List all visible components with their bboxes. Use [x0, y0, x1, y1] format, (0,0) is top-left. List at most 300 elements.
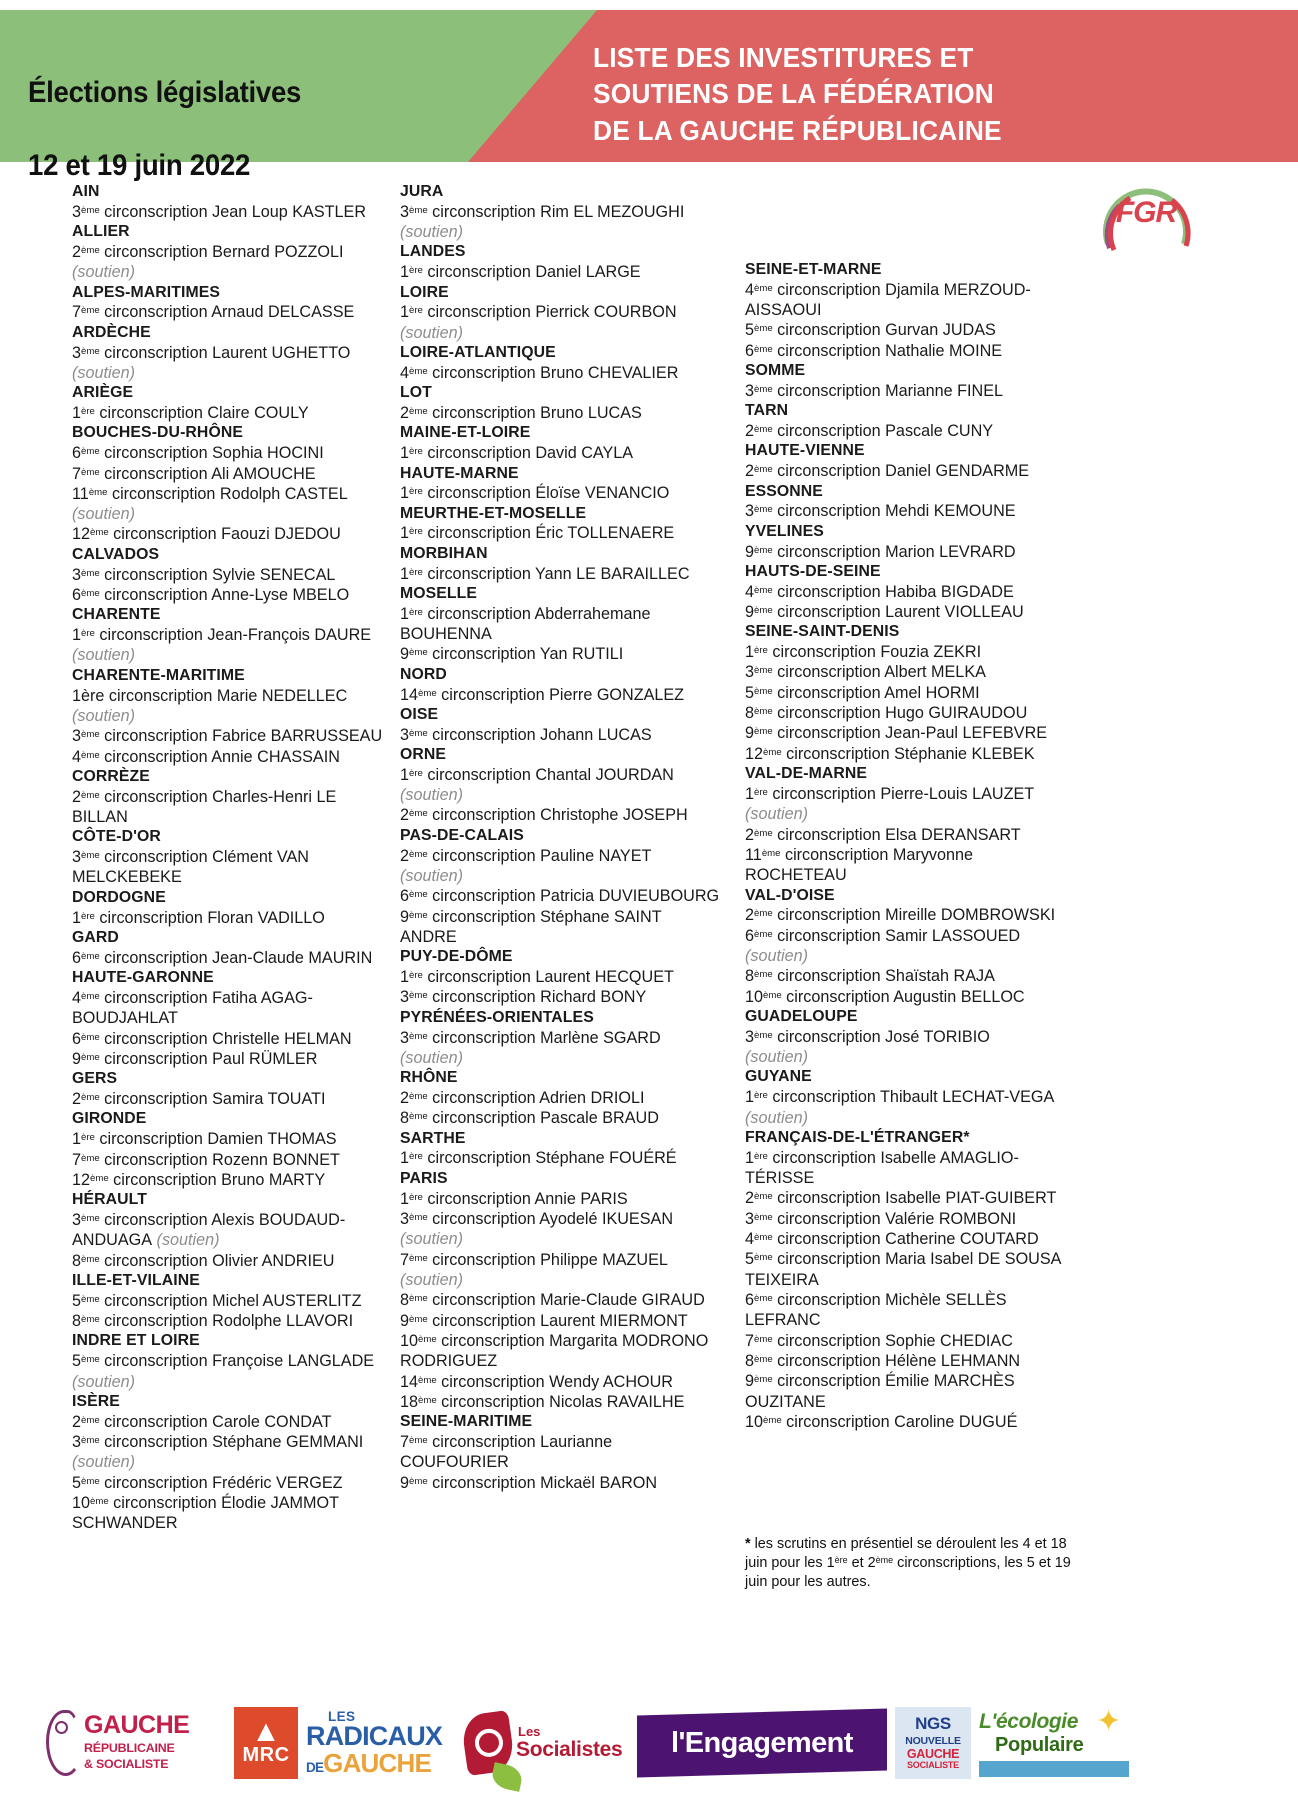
- candidate-entry: [72, 1129, 392, 1149]
- ordinal-suffix: ème: [754, 1252, 773, 1264]
- department-name: LOT: [400, 384, 432, 402]
- candidate-text: circonscription Thibault LECHAT-VEGA: [767, 1088, 1055, 1107]
- ordinal-suffix: ème: [409, 1475, 428, 1487]
- candidate-text: circonscription Carole CONDAT: [99, 1412, 332, 1431]
- department-name: PUY-DE-DÔME: [400, 948, 513, 966]
- ordinal-suffix: ème: [81, 1152, 100, 1164]
- circonscription-number: 7: [400, 1433, 410, 1452]
- circonscription-number: 10: [400, 1331, 419, 1350]
- department-name: HÉRAULT: [72, 1191, 147, 1209]
- candidate-text: circonscription Fatiha AGAG-BOUDJAHLAT: [72, 988, 313, 1028]
- candidate-entry: [745, 744, 1075, 764]
- candidate-text: circonscription Alexis BOUDAUD-ANDUAGA: [72, 1210, 346, 1250]
- department-name: HAUTE-VIENNE: [745, 442, 865, 460]
- footnote-text-1: les scrutins en présentiel se déroulent les 4 et 18 juin pour les 1: [745, 1536, 1067, 1572]
- logo-gauche-republicaine-socialiste: [46, 1707, 226, 1779]
- circonscription-number: 2: [72, 1090, 82, 1109]
- circonscription-number: 9: [72, 1049, 82, 1068]
- candidate-text: circonscription Hélène LEHMANN: [772, 1352, 1021, 1371]
- circonscription-number: 7: [400, 1250, 410, 1269]
- candidate-entry: [745, 1371, 1075, 1412]
- circonscription-number: 4: [745, 1230, 755, 1249]
- ngs-line1: NOUVELLE: [905, 1735, 961, 1748]
- circonscription-number: 3: [72, 848, 82, 867]
- candidate-entry: [400, 1189, 720, 1209]
- candidate-entry: [72, 1351, 392, 1371]
- circonscription-number: 6: [745, 341, 755, 360]
- candidate-text: circonscription Mickaël BARON: [427, 1473, 658, 1492]
- circonscription-number: 4: [745, 280, 755, 299]
- ordinal-suffix: ème: [81, 1051, 100, 1063]
- department-name: ORNE: [400, 746, 447, 763]
- department-name: GUADELOUPE: [745, 1007, 858, 1025]
- department-name: MOSELLE: [400, 584, 478, 602]
- candidate-entry: [745, 320, 1075, 340]
- ordinal-suffix: ème: [81, 749, 100, 761]
- circonscription-number: 5: [745, 683, 755, 702]
- candidate-text: circonscription Mireille DOMBROWSKI: [772, 906, 1056, 925]
- candidate-entry: [400, 967, 720, 987]
- candidate-entry: [72, 1251, 392, 1271]
- ordinal-suffix: ème: [418, 1374, 437, 1386]
- department-name: LOIRE: [400, 283, 449, 301]
- ordinal-suffix: ème: [754, 464, 773, 476]
- ordinal-suffix: ème: [409, 1252, 428, 1264]
- circonscription-number: 8: [745, 704, 755, 723]
- circonscription-number: 2: [400, 404, 410, 423]
- header-right-line2: SOUTIENS DE LA FÉDÉRATION: [593, 78, 994, 110]
- candidate-text: circonscription Richard BONY: [427, 988, 647, 1007]
- ordinal-suffix: ème: [754, 282, 773, 294]
- candidate-text: circonscription Pierre GONZALEZ: [436, 685, 685, 704]
- ordinal-suffix: ème: [409, 204, 428, 216]
- candidate-text: circonscription José TORIBIO: [772, 1027, 990, 1046]
- candidate-entry: [400, 1372, 720, 1392]
- candidate-text: circonscription Wendy ACHOUR: [436, 1372, 673, 1391]
- candidate-text: circonscription Stéphanie KLEBEK: [781, 744, 1035, 763]
- candidate-text: circonscription Elsa DERANSART: [772, 825, 1021, 844]
- soutien-tag: (soutien): [152, 1231, 220, 1250]
- candidate-entry: [72, 202, 392, 222]
- circonscription-number: 14: [400, 1372, 419, 1391]
- circonscription-number: 8: [72, 1251, 82, 1270]
- grs-line1: GAUCHE: [84, 1711, 190, 1740]
- circonscription-number: 5: [72, 1352, 82, 1371]
- ordinal-suffix: ère: [409, 970, 423, 982]
- candidate-text: circonscription Johann LUCAS: [427, 725, 652, 744]
- department-name: CHARENTE-MARITIME: [72, 666, 245, 684]
- candidate-entry: [72, 484, 392, 504]
- circonscription-number: 8: [72, 1312, 82, 1331]
- ordinal-suffix: ème: [81, 1314, 100, 1326]
- circonscription-number: 11: [745, 845, 762, 864]
- circonscription-number: 2: [400, 846, 410, 865]
- candidate-entry: [745, 683, 1075, 703]
- footnote-ordinal-2: ème: [875, 1555, 894, 1566]
- ordinal-suffix: ème: [409, 909, 428, 921]
- candidate-text: circonscription Caroline DUGUÉ: [781, 1413, 1018, 1431]
- column-1: [72, 182, 392, 1534]
- candidate-text: circonscription Philippe MAZUEL: [427, 1250, 668, 1269]
- leaf-icon: [490, 1762, 524, 1792]
- candidate-entry: [72, 403, 392, 423]
- candidate-entry: [400, 523, 720, 543]
- ordinal-suffix: ème: [409, 990, 428, 1002]
- ordinal-suffix: ème: [409, 365, 428, 377]
- socialistes-les: Les: [518, 1723, 541, 1739]
- candidate-entry: [400, 725, 720, 745]
- circonscription-number: 2: [745, 906, 755, 925]
- ordinal-suffix: ème: [81, 466, 100, 478]
- circonscription-number: 1: [400, 604, 410, 623]
- partner-logos: [0, 1700, 1298, 1786]
- candidate-text: circonscription Isabelle AMAGLIO-TÉRISSE: [745, 1148, 1019, 1188]
- ordinal-suffix: ème: [409, 808, 428, 820]
- ordinal-suffix: ème: [81, 1092, 100, 1103]
- ordinal-suffix: ème: [754, 726, 773, 738]
- department-name: MAINE-ET-LOIRE: [400, 424, 531, 442]
- ordinal-suffix: ème: [409, 647, 428, 659]
- soutien-tag: (soutien): [400, 323, 463, 342]
- header-title-line1: Élections législatives: [28, 75, 302, 109]
- grs-line2: RÉPUBLICAINE: [84, 1741, 175, 1756]
- candidate-entry: [72, 1291, 392, 1311]
- candidate-entry: [400, 262, 720, 282]
- candidate-entry: [745, 501, 1075, 521]
- ordinal-suffix: ème: [81, 446, 100, 458]
- candidate-text: circonscription Christophe JOSEPH: [427, 806, 688, 825]
- department-name: VAL-DE-MARNE: [745, 765, 868, 783]
- candidate-entry: [400, 1473, 720, 1493]
- circonscription-number: 3: [400, 725, 410, 744]
- ordinal-suffix: ème: [754, 504, 773, 516]
- candidate-entry: [72, 625, 392, 645]
- ordinal-suffix: ème: [81, 789, 100, 801]
- candidate-entry: [745, 825, 1075, 845]
- logo-l-ecologie-populaire: [979, 1707, 1134, 1779]
- department-name: PAS-DE-CALAIS: [400, 826, 524, 844]
- candidate-entry: [745, 1188, 1075, 1208]
- circonscription-number: 1: [400, 524, 410, 543]
- candidate-text: circonscription Olivier ANDRIEU: [99, 1251, 335, 1270]
- candidate-text: circonscription Adrien DRIOLI: [427, 1089, 645, 1107]
- candidate-text: circonscription Nathalie MOINE: [772, 341, 1003, 360]
- candidate-text: circonscription Sophia HOCINI: [99, 444, 324, 463]
- candidate-text: circonscription Gurvan JUDAS: [772, 321, 996, 340]
- soutien-tag: (soutien): [745, 1108, 808, 1127]
- ordinal-suffix: ème: [409, 1313, 428, 1325]
- ordinal-suffix: ème: [409, 889, 428, 901]
- page-header: [0, 10, 1298, 182]
- ordinal-suffix: ème: [754, 424, 773, 436]
- ordinal-suffix: ème: [88, 486, 108, 498]
- circonscription-number: 3: [72, 343, 82, 362]
- circonscription-number: 3: [400, 202, 410, 221]
- candidate-entry: [745, 1027, 1075, 1047]
- ordinal-suffix: ème: [754, 665, 773, 677]
- ordinal-suffix: ème: [754, 544, 773, 556]
- circonscription-number: 9: [745, 724, 755, 743]
- circonscription-number: 9: [400, 1311, 410, 1330]
- circonscription-number: 2: [745, 422, 755, 441]
- circonscription-number: 9: [745, 602, 755, 621]
- ordinal-suffix: ème: [754, 1029, 773, 1041]
- candidate-entry: [400, 1108, 720, 1128]
- candidate-entry: [72, 726, 392, 746]
- circonscription-number: 2: [745, 1189, 755, 1208]
- candidate-entry: [400, 1028, 720, 1048]
- candidate-entry: [72, 948, 392, 968]
- candidate-entry: [72, 302, 392, 322]
- candidate-entry: [400, 886, 720, 906]
- torch-icon: ▲: [251, 1714, 281, 1748]
- circonscription-number: 3: [745, 502, 755, 521]
- circonscription-number: 9: [400, 1473, 410, 1492]
- ordinal-suffix: ème: [81, 345, 100, 357]
- department-name: SOMME: [745, 362, 806, 380]
- ordinal-suffix: ème: [754, 1191, 773, 1203]
- department-name: PARIS: [400, 1169, 448, 1187]
- candidate-text: circonscription Sophie CHEDIAC: [772, 1331, 1013, 1350]
- footnote: [745, 1535, 1075, 1592]
- candidate-text: circonscription Margarita MODRONO RODRIGUEZ: [400, 1331, 709, 1371]
- candidate-list: [0, 182, 1298, 1552]
- candidate-text: circonscription Jean-Paul LEFEBVRE: [772, 724, 1048, 743]
- logo-les-radicaux-de-gauche: [306, 1707, 456, 1779]
- candidate-text: circonscription Bruno MARTY: [108, 1170, 326, 1189]
- ordinal-suffix: ème: [81, 1031, 100, 1043]
- circonscription-number: 2: [745, 825, 755, 844]
- candidate-entry: [745, 1331, 1075, 1351]
- ordinal-suffix: ème: [81, 204, 100, 216]
- candidate-text: circonscription Stéphane FOUÉRÉ: [422, 1149, 677, 1168]
- candidate-entry: [72, 1089, 392, 1109]
- ordinal-suffix: ème: [754, 323, 773, 335]
- column-2: [400, 182, 720, 1493]
- candidate-text: circonscription Rodolph CASTEL: [107, 484, 348, 503]
- candidate-entry: [72, 343, 392, 363]
- department-name: LANDES: [400, 243, 466, 261]
- candidate-entry: [745, 642, 1075, 662]
- ordinal-suffix: ère: [409, 446, 423, 458]
- circonscription-number: 3: [745, 381, 755, 400]
- candidate-text: circonscription Djamila MERZOUD-AISSAOUI: [745, 280, 1031, 320]
- candidate-text: circonscription Marion LEVRARD: [772, 542, 1016, 561]
- candidate-entry: [400, 644, 720, 664]
- department-name: ALPES-MARITIMES: [72, 283, 221, 301]
- ngs-line2: GAUCHE: [906, 1746, 960, 1761]
- ordinal-suffix: ème: [81, 950, 100, 962]
- candidate-text: circonscription Marie-Claude GIRAUD: [427, 1291, 705, 1310]
- candidate-text: circonscription Fabrice BARRUSSEAU: [99, 727, 383, 746]
- candidate-text: circonscription Laurianne COUFOURIER: [400, 1433, 613, 1472]
- circonscription-number: 1: [745, 784, 755, 803]
- department-name: ARDÈCHE: [72, 323, 151, 341]
- circonscription-number: 8: [745, 1352, 755, 1371]
- ordinal-suffix: ème: [81, 850, 100, 862]
- circonscription-number: 8: [400, 1291, 410, 1310]
- candidate-text: circonscription Amel HORMI: [772, 683, 980, 702]
- candidate-text: circonscription Daniel GENDARME: [772, 462, 1030, 481]
- candidate-text: circonscription Fouzia ZEKRI: [767, 643, 982, 662]
- candidate-entry: [72, 443, 392, 463]
- candidate-text: circonscription Michel AUSTERLITZ: [99, 1291, 362, 1310]
- circonscription-number: 4: [400, 363, 410, 382]
- soutien-tag: (soutien): [72, 505, 135, 524]
- socialistes-label: Socialistes: [516, 1737, 623, 1761]
- ordinal-suffix: ème: [754, 827, 773, 839]
- candidate-entry: [72, 1049, 392, 1069]
- circonscription-number: 1: [400, 968, 410, 987]
- ordinal-suffix: ème: [763, 746, 782, 758]
- candidate-entry: [400, 403, 720, 423]
- ordinal-suffix: ère: [81, 406, 95, 417]
- soutien-tag: (soutien): [400, 223, 463, 242]
- soutien-tag: (soutien): [745, 947, 808, 965]
- ordinal-suffix: ère: [81, 910, 95, 922]
- department-name: SEINE-MARITIME: [400, 1413, 533, 1431]
- candidate-entry: [745, 582, 1075, 602]
- header-right-line1: LISTE DES INVESTITURES ET: [593, 42, 974, 73]
- candidate-text: circonscription Habiba BIGDADE: [772, 582, 1014, 601]
- candidate-text: circonscription Laurent VIOLLEAU: [772, 602, 1024, 621]
- circonscription-number: 12: [72, 1170, 91, 1189]
- ordinal-suffix: ème: [754, 383, 773, 395]
- radicaux-line1: LES: [328, 1708, 356, 1724]
- candidate-entry: [745, 421, 1075, 441]
- department-name: BOUCHES-DU-RHÔNE: [72, 424, 243, 442]
- candidate-entry: [400, 1148, 720, 1168]
- ordinal-suffix: ème: [754, 1353, 773, 1365]
- candidate-text: circonscription Floran VADILLO: [94, 908, 325, 927]
- soutien-tag: (soutien): [400, 866, 463, 885]
- ordinal-suffix: ème: [81, 1212, 100, 1224]
- candidate-text: circonscription Nicolas RAVAILHE: [436, 1392, 685, 1411]
- candidate-entry: [400, 685, 720, 705]
- department-name: GIRONDE: [72, 1110, 147, 1128]
- soutien-tag: (soutien): [400, 786, 463, 805]
- candidate-text: circonscription Jean Loup KASTLER: [99, 202, 367, 221]
- circonscription-number: 8: [400, 1109, 410, 1128]
- candidate-entry: [745, 926, 1075, 946]
- department-name: HAUTE-MARNE: [400, 464, 519, 482]
- circonscription-number: 8: [745, 967, 755, 986]
- candidate-entry: [72, 787, 392, 828]
- department-name: OISE: [400, 705, 439, 723]
- department-name: DORDOGNE: [72, 888, 166, 906]
- candidate-text: circonscription Damien THOMAS: [94, 1130, 337, 1149]
- ordinal-suffix: ème: [409, 406, 428, 417]
- candidate-text: circonscription Jean-Claude MAURIN: [99, 948, 373, 967]
- ordinal-suffix: ème: [754, 343, 773, 355]
- candidate-entry: [72, 585, 392, 605]
- department-name: CALVADOS: [72, 545, 160, 563]
- candidate-entry: [745, 1351, 1075, 1371]
- candidate-text: circonscription Yan RUTILI: [427, 645, 624, 664]
- circonscription-number: 3: [72, 565, 82, 584]
- candidate-entry: [400, 202, 720, 222]
- circonscription-number: 7: [72, 1150, 82, 1169]
- candidate-entry: [72, 908, 392, 928]
- circonscription-number: 4: [72, 747, 82, 766]
- soutien-tag: (soutien): [745, 805, 808, 824]
- candidate-entry: [72, 747, 392, 767]
- candidate-entry: [745, 341, 1075, 361]
- candidate-entry: [72, 1210, 392, 1251]
- candidate-text: circonscription Augustin BELLOC: [781, 987, 1025, 1006]
- circonscription-number: 1: [745, 643, 755, 662]
- candidate-entry: [745, 461, 1075, 481]
- candidate-entry: [72, 1432, 392, 1452]
- candidate-entry: [72, 847, 392, 888]
- candidate-entry: [745, 542, 1075, 562]
- department-name: SEINE-SAINT-DENIS: [745, 623, 900, 641]
- circonscription-number: 7: [72, 464, 82, 483]
- logo-l-engagement: [637, 1709, 887, 1778]
- circonscription-number: 3: [745, 1209, 755, 1228]
- department-name: JURA: [400, 183, 444, 200]
- soutien-tag: (soutien): [72, 646, 135, 665]
- candidate-entry: [745, 1087, 1075, 1128]
- candidate-text: circonscription Ayodelé IKUESAN: [427, 1209, 674, 1228]
- circonscription-number: 10: [745, 1413, 764, 1431]
- department-name: PYRÉNÉES-ORIENTALES: [400, 1008, 594, 1026]
- ordinal-suffix: ème: [754, 1211, 773, 1223]
- ordinal-suffix: ère: [409, 1151, 423, 1163]
- circonscription-number: 3: [400, 988, 410, 1007]
- ordinal-suffix: ère: [754, 645, 768, 657]
- circonscription-number: 6: [72, 948, 82, 967]
- ordinal-suffix: ème: [763, 989, 782, 1001]
- ordinal-suffix: ère: [409, 606, 423, 618]
- ordinal-suffix: ème: [409, 1090, 428, 1102]
- circonscription-number: 2: [72, 787, 82, 806]
- candidate-text: circonscription Daniel LARGE: [422, 263, 641, 282]
- ordinal-suffix: ème: [754, 928, 773, 940]
- circonscription-number: 3: [72, 1433, 82, 1452]
- circonscription-number: 1: [745, 1088, 755, 1107]
- circonscription-number: 12: [72, 525, 91, 544]
- candidate-entry: [745, 1412, 1075, 1432]
- soutien-tag: (soutien): [72, 263, 135, 282]
- ordinal-suffix: ème: [81, 305, 100, 317]
- candidate-text: circonscription Mehdi KEMOUNE: [772, 502, 1016, 521]
- ordinal-suffix: ère: [409, 305, 423, 317]
- candidate-entry: [745, 602, 1075, 622]
- sun-icon: ✦: [1096, 1705, 1122, 1738]
- ordinal-suffix: ème: [754, 908, 773, 920]
- ordinal-suffix: ème: [754, 1232, 773, 1244]
- circonscription-number: 9: [745, 1372, 755, 1391]
- candidate-text: circonscription Rodolphe LLAVORI: [99, 1312, 354, 1331]
- ecologie-line2: Populaire: [995, 1733, 1084, 1756]
- department-name: INDRE ET LOIRE: [72, 1332, 200, 1350]
- circonscription-number: 4: [745, 582, 755, 601]
- ordinal-suffix: ème: [418, 1394, 437, 1406]
- candidate-text: circonscription Hugo GUIRAUDOU: [772, 704, 1028, 723]
- header-title-line2: 12 et 19 juin 2022: [28, 148, 251, 182]
- candidate-entry: [745, 905, 1075, 925]
- department-name: CHARENTE: [72, 606, 161, 624]
- candidate-text: circonscription Shaïstah RAJA: [772, 967, 995, 986]
- department-name: GARD: [72, 928, 119, 946]
- footnote-text-2: et 2: [847, 1555, 876, 1572]
- candidate-text: circonscription Frédéric VERGEZ: [99, 1473, 343, 1492]
- candidate-entry: [400, 907, 720, 948]
- ordinal-suffix: ère: [754, 786, 768, 798]
- circonscription-number: 1: [72, 1130, 82, 1149]
- eye-icon: [55, 1721, 68, 1734]
